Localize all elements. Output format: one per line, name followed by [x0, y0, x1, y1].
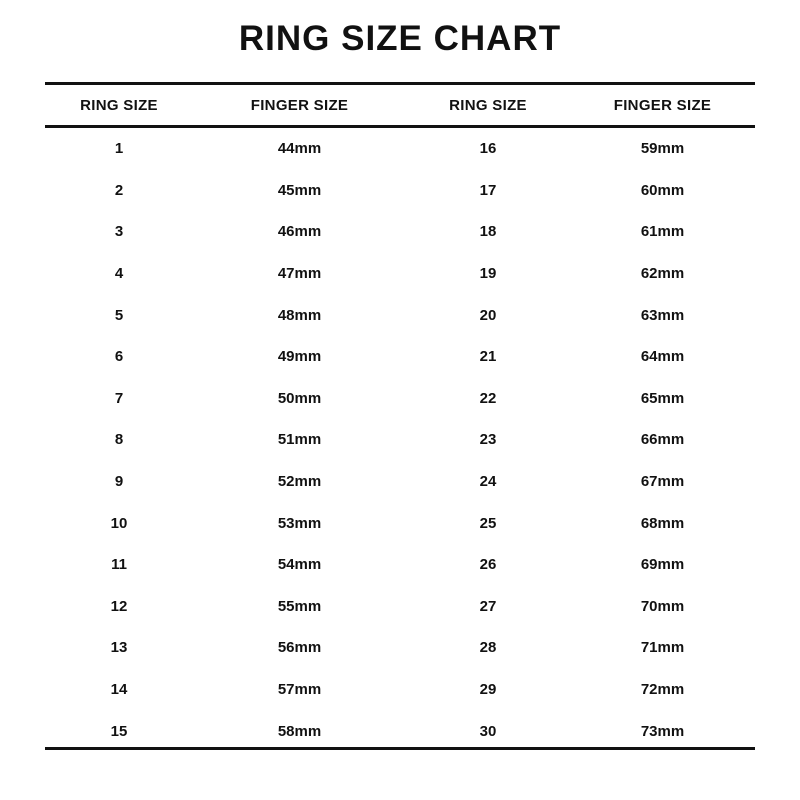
table-row	[45, 211, 755, 253]
table-row	[45, 669, 755, 711]
header-finger-size-left: FINGER SIZE	[250, 96, 349, 114]
ring-size-cell: 14	[110, 681, 128, 699]
ring-size-cell: 13	[110, 639, 128, 657]
finger-size-cell: 54mm	[277, 556, 322, 574]
table-row	[45, 378, 755, 420]
ring-size-cell: 12	[110, 597, 128, 615]
table-body	[45, 128, 755, 752]
finger-size-cell: 72mm	[640, 681, 685, 699]
table-row	[45, 253, 755, 295]
finger-size-cell: 63mm	[640, 306, 685, 324]
finger-size-cell: 48mm	[277, 306, 322, 324]
ring-size-cell: 29	[479, 681, 497, 699]
finger-size-cell: 51mm	[277, 431, 322, 449]
ring-size-cell: 8	[114, 431, 124, 449]
ring-size-cell: 1	[114, 140, 124, 158]
finger-size-cell: 46mm	[277, 223, 322, 241]
finger-size-cell: 49mm	[277, 348, 322, 366]
ring-size-cell: 28	[479, 639, 497, 657]
ring-size-cell: 15	[110, 722, 128, 740]
ring-size-cell: 17	[479, 181, 497, 199]
finger-size-cell: 56mm	[277, 639, 322, 657]
finger-size-cell: 69mm	[640, 556, 685, 574]
finger-size-cell: 67mm	[640, 473, 685, 491]
ring-size-cell: 16	[479, 140, 497, 158]
finger-size-cell: 64mm	[640, 348, 685, 366]
ring-size-cell: 25	[479, 514, 497, 532]
ring-size-cell: 7	[114, 389, 124, 407]
ring-size-cell: 21	[479, 348, 497, 366]
table-row	[45, 710, 755, 752]
table-row	[45, 544, 755, 586]
table-row	[45, 336, 755, 378]
page-title: RING SIZE CHART	[238, 19, 562, 58]
table-bottom-rule	[45, 747, 755, 750]
finger-size-cell: 60mm	[640, 181, 685, 199]
ring-size-cell: 3	[114, 223, 124, 241]
finger-size-cell: 55mm	[277, 597, 322, 615]
finger-size-cell: 73mm	[640, 722, 685, 740]
ring-size-cell: 6	[114, 348, 124, 366]
table-row	[45, 128, 755, 170]
ring-size-cell: 23	[479, 431, 497, 449]
table-row	[45, 419, 755, 461]
ring-size-cell: 27	[479, 597, 497, 615]
ring-size-cell: 10	[110, 514, 128, 532]
finger-size-cell: 65mm	[640, 389, 685, 407]
ring-size-cell: 2	[114, 181, 124, 199]
ring-size-cell: 20	[479, 306, 497, 324]
finger-size-cell: 70mm	[640, 597, 685, 615]
ring-size-cell: 11	[111, 556, 127, 574]
ring-size-cell: 22	[479, 389, 497, 407]
table-header-row	[45, 85, 755, 125]
table-row	[45, 170, 755, 212]
header-ring-size-right: RING SIZE	[449, 96, 527, 114]
table-row	[45, 461, 755, 503]
finger-size-cell: 58mm	[277, 722, 322, 740]
finger-size-cell: 61mm	[640, 223, 685, 241]
ring-size-cell: 30	[479, 722, 497, 740]
finger-size-cell: 44mm	[277, 140, 322, 158]
finger-size-cell: 62mm	[640, 265, 685, 283]
ring-size-cell: 9	[114, 473, 124, 491]
ring-size-cell: 19	[479, 265, 497, 283]
finger-size-cell: 66mm	[640, 431, 685, 449]
ring-size-table	[45, 82, 755, 752]
finger-size-cell: 68mm	[640, 514, 685, 532]
ring-size-cell: 26	[479, 556, 497, 574]
header-ring-size-left: RING SIZE	[80, 96, 158, 114]
finger-size-cell: 53mm	[277, 514, 322, 532]
table-row	[45, 294, 755, 336]
ring-size-cell: 4	[114, 265, 124, 283]
finger-size-cell: 71mm	[640, 639, 685, 657]
table-row	[45, 627, 755, 669]
ring-size-cell: 18	[479, 223, 497, 241]
finger-size-cell: 45mm	[277, 181, 322, 199]
ring-size-cell: 24	[479, 473, 497, 491]
header-finger-size-right: FINGER SIZE	[613, 96, 712, 114]
finger-size-cell: 57mm	[277, 681, 322, 699]
finger-size-cell: 47mm	[277, 265, 322, 283]
finger-size-cell: 50mm	[277, 389, 322, 407]
finger-size-cell: 52mm	[277, 473, 322, 491]
table-row	[45, 502, 755, 544]
ring-size-cell: 5	[114, 306, 124, 324]
table-row	[45, 586, 755, 628]
finger-size-cell: 59mm	[640, 140, 685, 158]
